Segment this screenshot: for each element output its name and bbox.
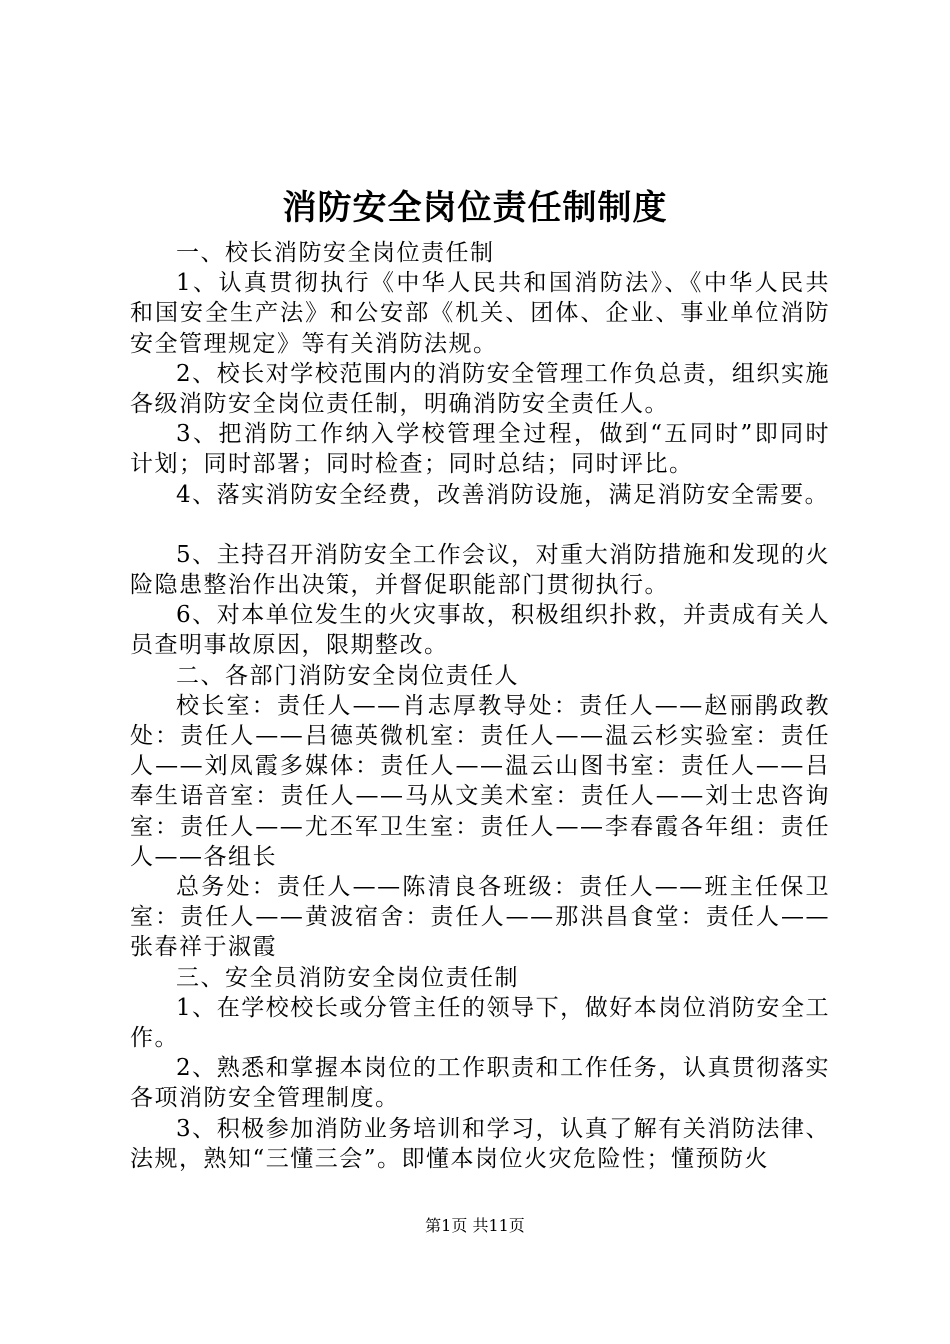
paragraph: 1、认真贯彻执行《中华人民共和国消防法》、《中华人民共和国安全生产法》和公安部《机关、团体、企业、事业单位消防安全管理规定》等有关消防法规。 (130, 270, 830, 357)
paragraph: 3、积极参加消防业务培训和学习，认真了解有关消防法律、法规，熟知“三懂三会”。即懂本岗位火灾危险性；懂预防火 (130, 1115, 830, 1172)
paragraph: 2、校长对学校范围内的消防安全管理工作负总责，组织实施各级消防安全岗位责任制，明确消防安全责任人。 (130, 360, 830, 418)
document-title: 消防安全岗位责任制制度 (282, 188, 668, 228)
responsibility-list: 总务处：责任人——陈清良各班级：责任人——班主任保卫室：责任人——黄波宿舍：责任人——那洪昌食堂：责任人——张春祥于淑霞 (130, 874, 830, 961)
paragraph: 6、对本单位发生的火灾事故，积极组织扑救，并责成有关人员查明事故原因，限期整改。 (130, 602, 830, 659)
responsibility-list: 校长室：责任人——肖志厚教导处：责任人——赵丽鹃政教处：责任人——吕德英微机室：责任人——温云杉实验室：责任人——刘凤霞多媒体：责任人——温云山图书室：责任人——吕奉生语音室：责任人——马从文美术室：责任人——刘士忠咨询室：责任人——尤丕军卫生室：责任人——李春霞各年组：责任人——各组长 (130, 692, 830, 870)
page-number-footer: 第1页 共11页 (425, 1216, 525, 1235)
section-heading-2: 二、各部门消防安全岗位责任人 (176, 662, 519, 689)
document-body (130, 238, 830, 1174)
section-heading-3: 三、安全员消防安全岗位责任制 (176, 964, 519, 991)
paragraph: 5、主持召开消防安全工作会议，对重大消防措施和发现的火险隐患整治作出决策，并督促职能部门贯彻执行。 (130, 541, 830, 599)
paragraph: 4、落实消防安全经费，改善消防设施，满足消防安全需要。 (176, 481, 830, 508)
section-heading-1: 一、校长消防安全岗位责任制 (176, 240, 495, 266)
paragraph: 1、在学校校长或分管主任的领导下，做好本岗位消防安全工作。 (130, 994, 830, 1052)
paragraph: 3、把消防工作纳入学校管理全过程，做到“五同时”即同时计划；同时部署；同时检查；同时总结；同时评比。 (130, 421, 830, 478)
paragraph: 2、熟悉和掌握本岗位的工作职责和工作任务，认真贯彻落实各项消防安全管理制度。 (130, 1055, 830, 1112)
